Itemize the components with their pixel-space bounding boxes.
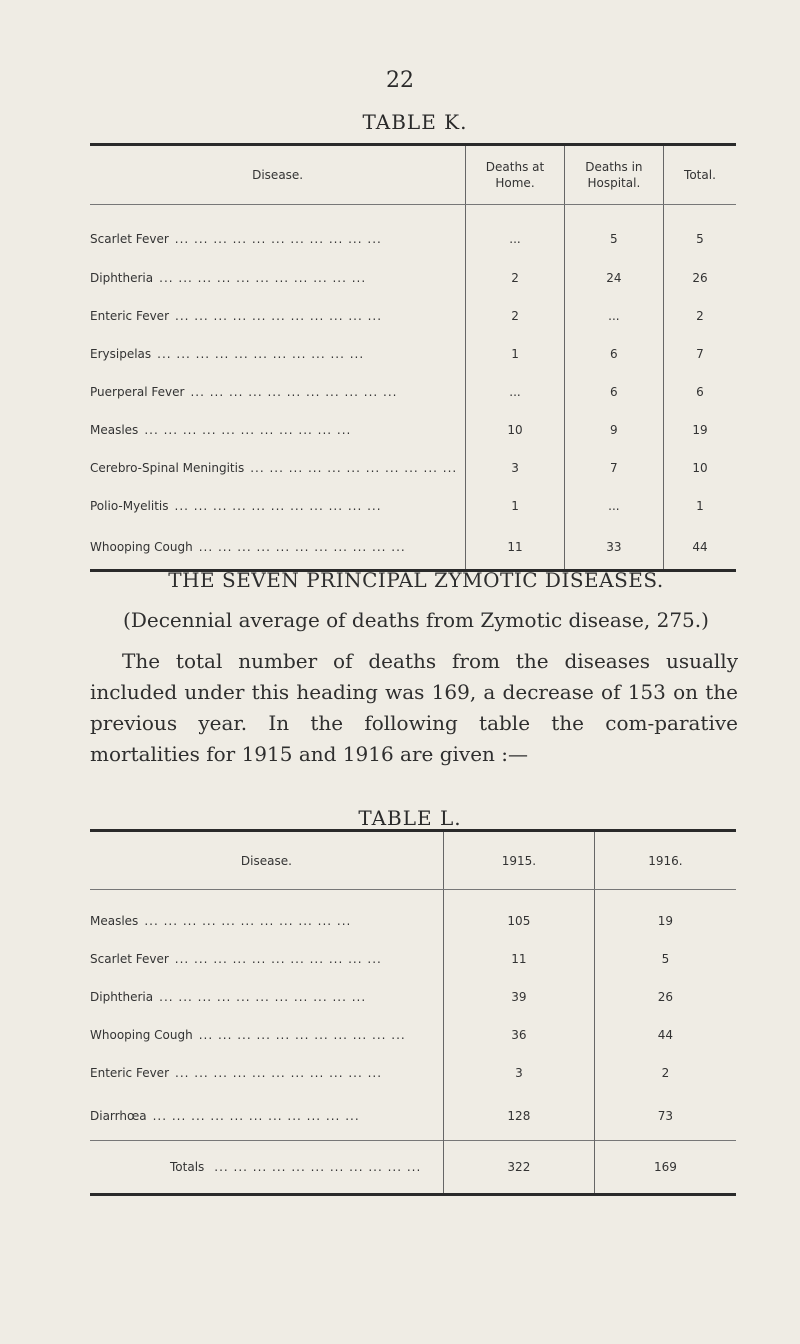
leader-dots: ... ... ... ... ... ... ... ... ... ... ... xyxy=(250,461,458,475)
table-k-title: TABLE K. xyxy=(362,110,468,134)
deaths-in-hospital-cell: ... xyxy=(564,487,663,525)
total-cell: 10 xyxy=(663,449,736,487)
deaths-in-hospital-cell: 6 xyxy=(564,373,663,411)
total-cell: 2 xyxy=(663,297,736,335)
value-1916-cell: 5 xyxy=(594,940,736,978)
table-row xyxy=(90,940,736,978)
total-cell: 6 xyxy=(663,373,736,411)
leader-dots: ... ... ... ... ... ... ... ... ... ... ... xyxy=(198,540,406,554)
deaths-at-home-cell: 2 xyxy=(466,297,565,335)
deaths-at-home-cell: 10 xyxy=(466,411,565,449)
value-1915-cell: 36 xyxy=(443,1016,594,1054)
leader-dots: ... ... ... ... ... ... ... ... ... ... ... xyxy=(175,309,383,323)
disease-name: Puerperal Fever xyxy=(90,385,185,399)
leader-dots: ... ... ... ... ... ... ... ... ... ... ... xyxy=(174,499,382,513)
leader-dots: ... ... ... ... ... ... ... ... ... ... ... xyxy=(157,347,365,361)
value-1916-cell: 26 xyxy=(594,978,736,1016)
value-1916-cell: 19 xyxy=(594,890,736,941)
deaths-at-home-cell: 1 xyxy=(466,487,565,525)
value-1916-cell: 73 xyxy=(594,1092,736,1141)
table-l-title: TABLE L. xyxy=(358,806,462,830)
total-cell: 19 xyxy=(663,411,736,449)
header-disease: Disease. xyxy=(90,145,466,205)
leader-dots: ... ... ... ... ... ... ... ... ... ... ... xyxy=(152,1109,360,1123)
leader-dots: ... ... ... ... ... ... ... ... ... ... ... xyxy=(198,1028,406,1042)
totals-label-cell xyxy=(90,1141,443,1195)
deaths-in-hospital-cell: 5 xyxy=(564,205,663,260)
disease-name: Measles xyxy=(90,914,139,928)
disease-cell xyxy=(90,525,466,571)
disease-name: Enteric Fever xyxy=(90,309,170,323)
table-row xyxy=(90,335,736,373)
disease-name: Scarlet Fever xyxy=(90,232,169,246)
header-deaths-at-home: Deaths at Home. xyxy=(466,145,565,205)
table-row xyxy=(90,259,736,297)
deaths-at-home-cell: ... xyxy=(466,205,565,260)
deaths-at-home-cell: 1 xyxy=(466,335,565,373)
total-cell: 44 xyxy=(663,525,736,571)
table-row xyxy=(90,978,736,1016)
deaths-in-hospital-cell: 9 xyxy=(564,411,663,449)
disease-cell xyxy=(90,259,466,297)
table-row xyxy=(90,525,736,571)
leader-dots: ... ... ... ... ... ... ... ... ... ... ... xyxy=(159,271,367,285)
table-row xyxy=(90,297,736,335)
deaths-at-home-cell: 3 xyxy=(466,449,565,487)
table-l-header-row xyxy=(90,831,736,890)
deaths-in-hospital-cell: ... xyxy=(564,297,663,335)
disease-name: Diphtheria xyxy=(90,990,154,1004)
disease-name: Measles xyxy=(90,423,139,437)
leader-dots: ... ... ... ... ... ... ... ... ... ... ... xyxy=(159,990,367,1004)
table-row xyxy=(90,1092,736,1141)
disease-cell xyxy=(90,335,466,373)
disease-name: Cerebro-Spinal Meningitis xyxy=(90,461,245,475)
header-total: Total. xyxy=(663,145,736,205)
table-row xyxy=(90,373,736,411)
deaths-at-home-cell: ... xyxy=(466,373,565,411)
deaths-at-home-cell: 11 xyxy=(466,525,565,571)
deaths-in-hospital-cell: 24 xyxy=(564,259,663,297)
deaths-in-hospital-cell: 33 xyxy=(564,525,663,571)
table-row xyxy=(90,449,736,487)
value-1915-cell: 3 xyxy=(443,1054,594,1092)
disease-cell xyxy=(90,1054,443,1092)
disease-name: Scarlet Fever xyxy=(90,952,169,966)
total-cell: 26 xyxy=(663,259,736,297)
deaths-at-home-cell: 2 xyxy=(466,259,565,297)
disease-name: Enteric Fever xyxy=(90,1066,170,1080)
disease-cell xyxy=(90,487,466,525)
header-1916: 1916. xyxy=(594,831,736,890)
disease-name: Erysipelas xyxy=(90,347,152,361)
disease-cell xyxy=(90,890,443,941)
total-cell: 1 xyxy=(663,487,736,525)
leader-dots: ... ... ... ... ... ... ... ... ... ... ... xyxy=(214,1160,422,1174)
table-k xyxy=(90,143,736,572)
leader-dots: ... ... ... ... ... ... ... ... ... ... ... xyxy=(144,914,352,928)
body-paragraph: The total number of deaths from the diseases usually included under this heading was 169, a decrease of 153 on the previous year. In the following table the com-parative mortalities for 1915 and 1916 are given :— xyxy=(90,649,738,766)
disease-name: Whooping Cough xyxy=(90,1028,193,1042)
disease-cell xyxy=(90,373,466,411)
value-1915-cell: 105 xyxy=(443,890,594,941)
leader-dots: ... ... ... ... ... ... ... ... ... ... ... xyxy=(174,232,382,246)
total-1916-cell: 169 xyxy=(594,1141,736,1195)
table-row xyxy=(90,1054,736,1092)
total-1915-cell: 322 xyxy=(443,1141,594,1195)
value-1916-cell: 44 xyxy=(594,1016,736,1054)
table-row xyxy=(90,411,736,449)
value-1916-cell: 2 xyxy=(594,1054,736,1092)
table-row xyxy=(90,1016,736,1054)
value-1915-cell: 11 xyxy=(443,940,594,978)
header-disease: Disease. xyxy=(90,831,443,890)
disease-cell xyxy=(90,978,443,1016)
totals-label: Totals xyxy=(170,1160,205,1174)
section-heading: THE SEVEN PRINCIPAL ZYMOTIC DISEASES. xyxy=(168,568,664,592)
value-1915-cell: 39 xyxy=(443,978,594,1016)
table-row xyxy=(90,205,736,260)
disease-name: Diarrhœa xyxy=(90,1109,147,1123)
disease-name: Whooping Cough xyxy=(90,540,193,554)
value-1915-cell: 128 xyxy=(443,1092,594,1141)
disease-name: Diphtheria xyxy=(90,271,154,285)
disease-name: Polio-Myelitis xyxy=(90,499,169,513)
disease-cell xyxy=(90,1016,443,1054)
leader-dots: ... ... ... ... ... ... ... ... ... ... ... xyxy=(174,952,382,966)
disease-cell xyxy=(90,1092,443,1141)
deaths-in-hospital-cell: 7 xyxy=(564,449,663,487)
table-row xyxy=(90,487,736,525)
header-deaths-in-hospital: Deaths in Hospital. xyxy=(564,145,663,205)
totals-row xyxy=(90,1141,736,1195)
total-cell: 7 xyxy=(663,335,736,373)
leader-dots: ... ... ... ... ... ... ... ... ... ... ... xyxy=(144,423,352,437)
disease-cell xyxy=(90,297,466,335)
disease-cell xyxy=(90,411,466,449)
table-k-header-row xyxy=(90,145,736,205)
page-number: 22 xyxy=(386,68,414,93)
leader-dots: ... ... ... ... ... ... ... ... ... ... ... xyxy=(190,385,398,399)
header-1915: 1915. xyxy=(443,831,594,890)
table-l xyxy=(90,829,736,1196)
leader-dots: ... ... ... ... ... ... ... ... ... ... ... xyxy=(175,1066,383,1080)
disease-cell xyxy=(90,940,443,978)
table-row xyxy=(90,890,736,941)
disease-cell xyxy=(90,449,466,487)
deaths-in-hospital-cell: 6 xyxy=(564,335,663,373)
decennial-average-note: (Decennial average of deaths from Zymotic disease, 275.) xyxy=(123,608,709,632)
total-cell: 5 xyxy=(663,205,736,260)
disease-cell xyxy=(90,205,466,260)
